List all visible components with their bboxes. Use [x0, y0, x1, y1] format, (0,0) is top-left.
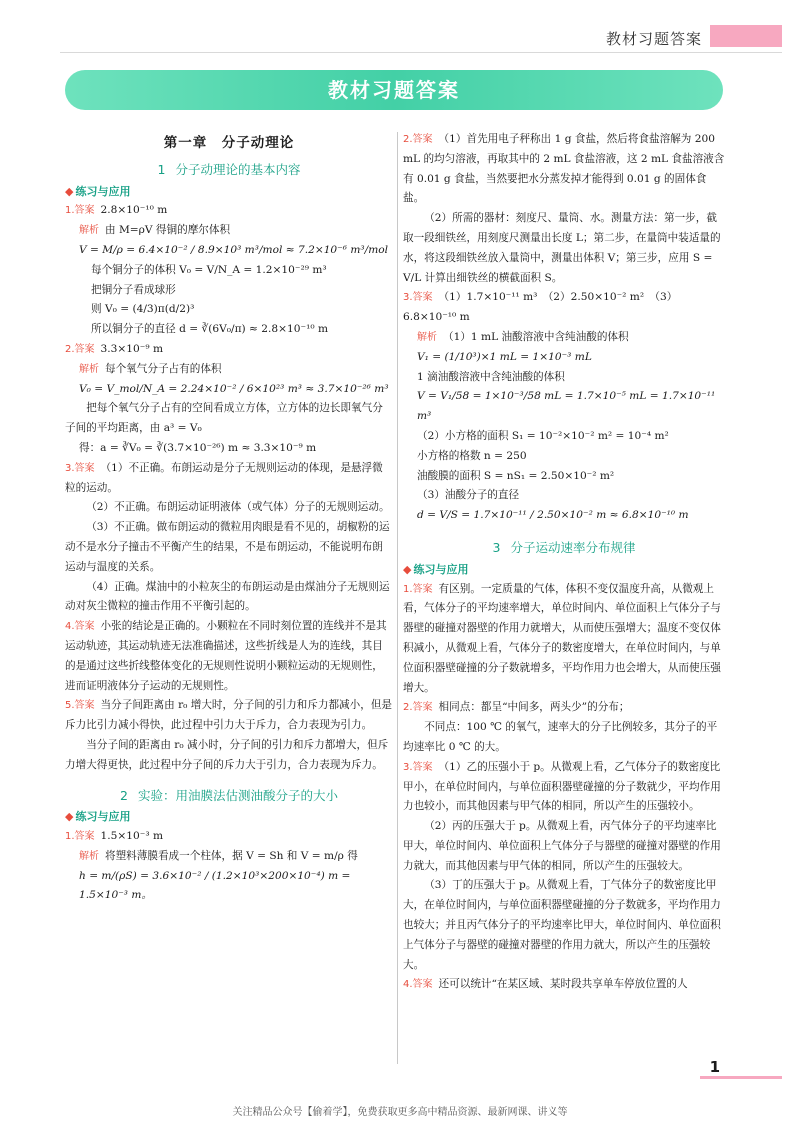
answer-text: 当分子间距离由 r₀ 增大时，分子间的引力和斥力都减小，但是斥力比引力减小得快，此过程中引力大于斥力，合力表现为引力。: [65, 699, 393, 732]
subheading-text: 练习与应用: [75, 810, 131, 824]
diamond-icon: ◆: [403, 562, 412, 576]
answer-paragraph: （2）丙的压强大于 p。从微观上看，丙气体分子的平均速率比甲大，单位时间内、单位面积上气体分子与器壁的碰撞对器壁的作用力就大，而其他因素与甲气体的相同，所以产生的压强较大。: [403, 820, 721, 872]
answer-3: [65, 459, 393, 499]
analysis-text: 将塑料薄膜看成一个柱体，据 V = Sh 和 V = m/ρ 得: [105, 849, 358, 862]
section-title-text: 实验：用油膜法估测油酸分子的大小: [137, 787, 338, 803]
answer-label: 2.答案: [65, 343, 95, 355]
analysis-text: 1 滴油酸溶液中含纯油酸的体积: [417, 370, 565, 383]
header-rule: [60, 52, 782, 53]
header-title: 教材习题答案: [605, 30, 702, 48]
answer-paragraph: 当分子间的距离由 r₀ 减小时，分子间的引力和斥力都增大，但斥力增大得更快，此过程中分子间的斥力大于引力，合力表现为斥力。: [65, 738, 389, 771]
answer-text: 还可以统计“在某区域、某时段共享单车停放位置的人: [438, 978, 688, 991]
answer-label: 5.答案: [65, 700, 95, 712]
section-number: 2: [120, 787, 128, 803]
analysis-text: 所以铜分子的直径 d = ∛(6V₀/π) ≈ 2.8×10⁻¹⁰ m: [91, 323, 329, 336]
answer-paragraph: 不同点：100 ℃ 的氧气，速率大的分子比例较多，其分子的平均速率比 0 ℃ 的大。: [403, 721, 718, 753]
section-number: 3: [492, 539, 501, 555]
answer-4: [403, 975, 725, 995]
formula-line: 得：a = ∛V₀ = ∛(3.7×10⁻²⁶) m ≈ 3.3×10⁻⁹ m: [79, 441, 317, 454]
answer-text: （1）1.7×10⁻¹¹ m³ （2）2.50×10⁻² m² （3）6.8×10⁻¹⁰ m: [403, 291, 678, 324]
formula-line: 则 V₀ = (4/3)π(d/2)³: [91, 303, 195, 316]
subheading-practice: [65, 807, 393, 827]
answer-1: [403, 580, 725, 699]
answer-text: 相同点：都呈“中间多，两头少”的分布；: [438, 701, 630, 714]
analysis-text: （1）1 mL 油酸溶液中含纯油酸的体积: [443, 330, 629, 343]
chapter-title: 第一章 分子动理论: [163, 135, 295, 151]
answer-3: [403, 758, 725, 817]
analysis-text: 由 M=ρV 得铜的摩尔体积: [105, 224, 231, 237]
section-title-2: [65, 786, 393, 806]
analysis-text: 把铜分子看成球形: [91, 283, 176, 296]
answer-3: [403, 288, 725, 328]
formula-line: d = V/S = 1.7×10⁻¹¹ / 2.50×10⁻² m ≈ 6.8×10⁻¹⁰ m: [417, 509, 689, 522]
formula-line: V₁ = (1/10³)×1 mL = 1×10⁻³ mL: [417, 350, 592, 363]
right-column: [403, 130, 725, 995]
answer-paragraph: （3）不正确。做布朗运动的微粒用肉眼是看不见的，胡椒粉的运动不是水分子撞击不平衡产生的结果，不是布朗运动，不能说明布朗运动与温度的关系。: [65, 521, 390, 573]
answer-label: 4.答案: [65, 621, 95, 633]
diamond-icon: ◆: [65, 184, 74, 198]
answer-text: 3.3×10⁻⁹ m: [100, 342, 164, 355]
analysis-label: 解析: [79, 850, 99, 862]
section-title-text: 分子动理论的基本内容: [175, 161, 301, 177]
section-title-3: [403, 538, 725, 558]
answer-text: （1）不正确。布朗运动是分子无规则运动的体现，是悬浮微粒的运动。: [65, 461, 383, 494]
formula-line: V = V₁/58 = 1×10⁻³/58 mL = 1.7×10⁻⁵ mL = 1.7×10⁻¹¹ m³: [417, 390, 716, 423]
answer-paragraph: （2）所需的器材：刻度尺、量筒、水。测量方法：第一步，截取一段细铁丝，用刻度尺测量出长度 L；第二步，在量筒中装适量的水，将这段细铁丝放入量筒中，测量出体积 V；第三步，应用 S = V/L 计算出细铁丝的横截面积 S。: [403, 212, 721, 284]
answer-label: 4.答案: [403, 979, 433, 991]
analysis-label: 解析: [417, 331, 437, 343]
subheading-practice: [403, 560, 725, 580]
answer-paragraph: （2）不正确。布朗运动证明液体（或气体）分子的无规则运动。: [86, 501, 390, 514]
page-header: [0, 22, 800, 54]
analysis-text: （2）小方格的面积 S₁ = 10⁻²×10⁻² m² = 10⁻⁴ m²: [417, 429, 669, 442]
answer-2: [65, 340, 393, 360]
formula-line: h = m/(ρS) = 3.6×10⁻² / (1.2×10³×200×10⁻⁴) m = 1.5×10⁻³ m。: [79, 869, 351, 902]
answer-label: 1.答案: [65, 831, 95, 843]
formula-line: V = M/ρ = 6.4×10⁻² / 8.9×10³ m³/mol ≈ 7.2×10⁻⁶ m³/mol: [79, 243, 389, 256]
answer-label: 3.答案: [403, 292, 433, 304]
page-number-rule: [700, 1076, 782, 1079]
answer-2: [403, 130, 725, 209]
analysis-text: 油酸膜的面积 S = nS₁ = 2.50×10⁻² m²: [417, 469, 615, 482]
banner-title: 教材习题答案: [328, 78, 460, 102]
subheading-text: 练习与应用: [413, 562, 469, 576]
section-number: 1: [157, 161, 166, 177]
analysis-line: [403, 328, 725, 348]
answer-label: 2.答案: [403, 134, 433, 145]
answer-label: 3.答案: [403, 761, 433, 773]
header-tab-decoration: [710, 25, 782, 47]
subheading-practice: [65, 182, 393, 202]
analysis-text: 每个铜分子的体积 V₀ = V/N_A = 1.2×10⁻²⁹ m³: [91, 263, 327, 276]
answer-label: 1.答案: [403, 583, 433, 595]
analysis-label: 解析: [79, 225, 99, 237]
answer-1: [65, 827, 393, 847]
answer-text: （1）乙的压强小于 p。从微观上看，乙气体分子的数密度比甲小，在单位时间内，与单位面积器壁碰撞的分子数就少，平均作用力也较小，而其他因素与甲气体的相同，所以产生的压强较小。: [403, 760, 721, 813]
analysis-line: [65, 221, 393, 241]
subheading-text: 练习与应用: [75, 184, 131, 198]
page-number: 1: [709, 1058, 720, 1076]
analysis-line: [65, 360, 393, 380]
section-title-text: 分子运动速率分布规律: [510, 539, 636, 555]
analysis-text: 每个氧气分子占有的体积: [105, 362, 222, 375]
column-divider: [397, 132, 398, 1064]
analysis-label: 解析: [79, 363, 99, 375]
answer-4: [65, 617, 393, 696]
answer-paragraph: （4）正确。煤油中的小粒灰尘的布朗运动是由煤油分子无规则运动对灰尘微粒的撞击作用不平衡引起的。: [65, 580, 390, 613]
formula-line: V₀ = V_mol/N_A = 2.24×10⁻² / 6×10²³ m³ ≈ 3.7×10⁻²⁶ m³: [79, 382, 389, 395]
analysis-text: 把每个氧气分子占有的空间看成立方体，立方体的边长即氧气分子间的平均距离，由 a³ = V₀: [65, 402, 383, 435]
answer-text: 1.5×10⁻³ m: [100, 830, 164, 843]
answer-text: （1）首先用电子秤称出 1 g 食盐，然后将食盐溶解为 200 mL 的均匀溶液，再取其中的 2 mL 食盐溶液，这 2 mL 食盐溶液含有 0.01 g 食盐，当然要把水分蒸发掉才能得到 0.01 g 的固体食盐。: [403, 133, 725, 205]
answer-1: [65, 201, 393, 221]
title-banner: [65, 70, 723, 110]
answer-5: [65, 696, 393, 736]
footer-note: 关注精品公众号【偷着学】，免费获取更多高中精品资源、最新网课、讲义等: [232, 1107, 568, 1118]
analysis-text: （3）油酸分子的直径: [417, 489, 520, 502]
answer-label: 2.答案: [403, 702, 433, 714]
answer-paragraph: （3）丁的压强大于 p。从微观上看，丁气体分子的数密度比甲大，在单位时间内，与单位面积器壁碰撞的分子数就多，平均作用力也较大；并且丙气体分子的平均速率比甲大，单位时间内、单位面积上气体分子与器壁的碰撞对器壁的作用力就大，所以产生的压强较大。: [403, 879, 721, 971]
answer-2: [403, 698, 725, 718]
diamond-icon: ◆: [65, 810, 74, 824]
answer-label: 1.答案: [65, 205, 95, 217]
answer-label: 3.答案: [65, 462, 95, 474]
section-title-1: [65, 160, 393, 180]
answer-text: 2.8×10⁻¹⁰ m: [100, 204, 168, 217]
answer-text: 有区别。一定质量的气体，体积不变仅温度升高，从微观上看，气体分子的平均速率增大，单位时间内、单位面积上气体分子与器壁的碰撞对器壁的作用力就增大，从而使压强增大；温度不变仅体积减小，从微观上看，气体分子的数密度增大，在单位时间内，与单位面积器壁碰撞的分子数就增多，平均作用力也会增大，从而使压强增大。: [403, 582, 721, 694]
analysis-line: [65, 847, 393, 867]
left-column: [65, 130, 393, 906]
analysis-text: 小方格的格数 n = 250: [417, 449, 527, 462]
answer-text: 小张的结论是正确的。小颗粒在不同时刻位置的连线并不是其运动轨迹，其运动轨迹无法准确描述，这些折线是人为的连线，其目的是通过这些折线整体变化的无规则性说明小颗粒运动的无规则性，进而证明液体分子运动的无规则性。: [65, 620, 387, 692]
